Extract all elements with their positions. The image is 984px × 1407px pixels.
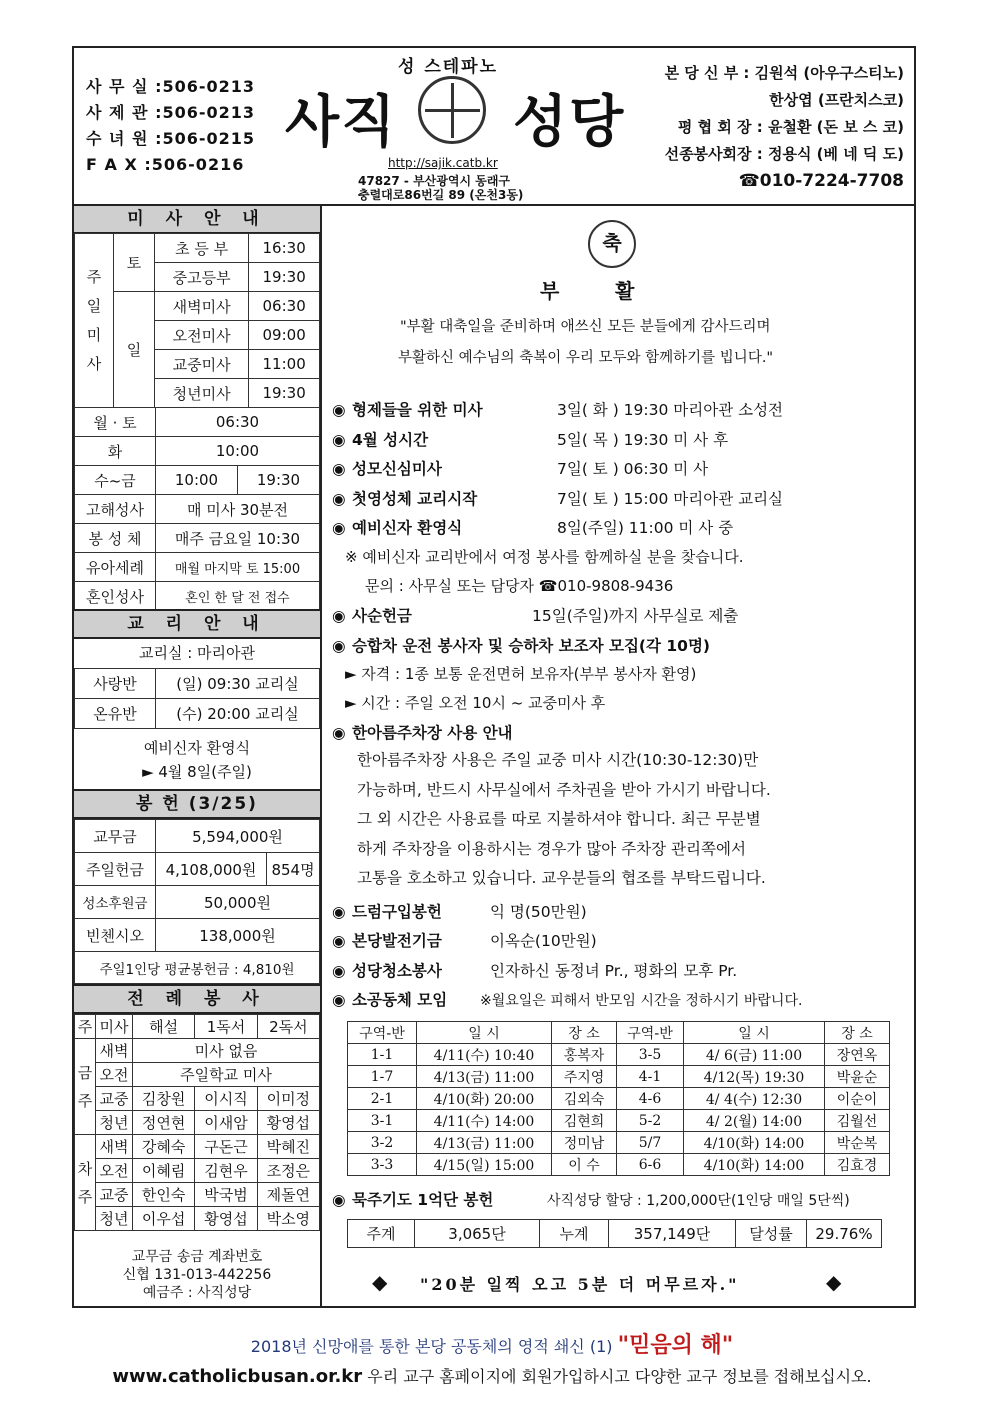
contact-convent: 수 녀 원 :506-0215: [86, 129, 256, 148]
liturgy-mass: 새벽: [96, 1135, 133, 1159]
parish-motto: "20분 일찍 오고 5분 더 머무르자.": [420, 1275, 740, 1294]
weekday-time: 10:00: [156, 466, 238, 495]
liturgy-head: 미사: [96, 1015, 133, 1039]
liturgy-mass: 새벽: [96, 1039, 133, 1063]
mass-table: [74, 233, 320, 408]
table-row: 2-1 4/10(화) 20:00 김외숙 4-6 4/ 4(수) 12:30 이순이: [348, 1088, 890, 1110]
notice-item: ◉ 성당청소봉사 인자하신 동정녀 Pr., 평화의 모후 Pr.: [332, 962, 738, 980]
sched-head: 구역-반: [617, 1022, 684, 1044]
liturgy-person: 황영섭: [195, 1207, 257, 1231]
liturgy-mass: 청년: [96, 1207, 133, 1231]
rosary-totals: [347, 1219, 882, 1248]
greeting-line-2: 부활하신 예수님의 축복이 우리 모두와 함께하기를 빕니다.": [398, 350, 774, 366]
total-value: 3,065단: [415, 1220, 540, 1248]
liturgy-head: 2독서: [257, 1015, 319, 1039]
liturgy-head: 해설: [133, 1015, 195, 1039]
staff-council: 평 협 회 장 : 윤철환 (돈 보 스 코): [677, 118, 904, 136]
title-left: 사직: [285, 89, 398, 155]
liturgy-person: 황영섭: [257, 1111, 319, 1135]
mass-name: 청년미사: [155, 379, 249, 408]
parking-line: 고통을 호소하고 있습니다. 교우분들의 협조를 부탁드립니다.: [357, 869, 766, 887]
staff-pastor: 본 당 신 부 : 김원석 (아우구스티노): [664, 64, 904, 82]
notice-item: ◉ 한아름주차장 사용 안내: [332, 724, 513, 742]
liturgy-note: 주일학교 미사: [133, 1063, 320, 1087]
contact-office: 사 무 실 :506-0213: [86, 77, 256, 96]
account-info: [74, 1248, 320, 1302]
sched-head: 구역-반: [348, 1022, 417, 1044]
weekday-time: 06:30: [156, 408, 320, 437]
liturgy-person: 박국범: [195, 1183, 257, 1207]
staff-assistant: 한상엽 (프란치스코): [769, 91, 904, 109]
title-right: 성당: [513, 89, 626, 155]
mass-time: 19:30: [249, 379, 320, 408]
class-time: (일) 09:30 교리실: [156, 669, 320, 699]
liturgy-mass: 청년: [96, 1111, 133, 1135]
total-label: 누계: [540, 1220, 609, 1248]
sacrament-label: 봉 성 체: [75, 524, 156, 553]
liturgy-note: 미사 없음: [133, 1039, 320, 1063]
diamond-left-icon: ◆: [372, 1270, 388, 1294]
class-time: (수) 20:00 교리실: [156, 699, 320, 729]
liturgy-person: 구돈근: [195, 1135, 257, 1159]
liturgy-table: [74, 1014, 320, 1231]
celebration-badge-icon: 축: [588, 220, 636, 268]
sacrament-value: 매 미사 30분전: [156, 495, 320, 524]
table-row: 3-2 4/13(금) 11:00 정미남 5/7 4/10(화) 14:00 박순복: [348, 1132, 890, 1154]
liturgy-person: 한인숙: [133, 1183, 195, 1207]
mass-name: 중고등부: [155, 263, 249, 292]
sacrament-value: 혼인 한 달 전 접수: [156, 582, 320, 611]
mass-time: 06:30: [249, 292, 320, 321]
contact-note: 문의 : 사무실 또는 담당자 ☎010-9808-9436: [365, 577, 674, 595]
parking-line: 그 외 시간은 사용료를 따로 지불하셔야 합니다. 최근 무분별: [357, 810, 761, 828]
table-row: 3-3 4/15(일) 15:00 이 수 6-6 4/10(화) 14:00 김효경: [348, 1154, 890, 1176]
liturgy-person: 이시직: [195, 1087, 257, 1111]
offering-label: 주일헌금: [75, 853, 156, 886]
saturday-label: 토: [114, 234, 155, 292]
sched-head: 일 시: [684, 1022, 825, 1044]
notice-item: ◉ 첫영성체 교리시작 7일( 토 ) 15:00 마리아관 교리실: [332, 490, 784, 508]
catechism-room: 교리실 : 마리아관: [138, 644, 256, 662]
total-label: 주계: [348, 1220, 415, 1248]
offering-label: 빈첸시오: [75, 919, 156, 952]
sunday-mass-label: 주 일 미 사: [75, 234, 114, 408]
weekday-time: 19:30: [237, 466, 319, 495]
offering-attendance: 854명: [267, 853, 320, 886]
mass-name: 교중미사: [155, 350, 249, 379]
liturgy-person: 제돌연: [257, 1183, 319, 1207]
mass-time: 16:30: [249, 234, 320, 263]
account-number: 신협 131-013-442256: [122, 1267, 272, 1283]
liturgy-person: 정연현: [133, 1111, 195, 1135]
liturgy-head: 1독서: [195, 1015, 257, 1039]
contact-fax: F A X :506-0216: [86, 155, 245, 174]
contact-list: [86, 74, 255, 178]
staff-phone: ☎010-7224-7708: [738, 171, 904, 191]
liturgy-mass: 교중: [96, 1087, 133, 1111]
parking-line: 하게 주차장을 이용하시는 경우가 많아 주차장 관리쪽에서: [357, 839, 746, 858]
staff-funeral: 선종봉사회장 : 정용식 (베 네 딕 도): [664, 145, 904, 163]
mass-name: 오전미사: [155, 321, 249, 350]
offering-value: 4,108,000원: [156, 853, 267, 886]
notice-item: ◉ 승합차 운전 봉사자 및 승하차 보조자 모집(각 10명): [332, 637, 710, 655]
week-label-this: 금 주: [75, 1039, 96, 1135]
liturgy-person: 이우섭: [133, 1207, 195, 1231]
weekday-time: 10:00: [156, 437, 320, 466]
liturgy-section-title: 전 례 봉 사: [74, 984, 320, 1014]
sacrament-label: 유아세례: [75, 553, 156, 582]
sacrament-label: 고해성사: [75, 495, 156, 524]
total-value: 29.76%: [807, 1220, 882, 1248]
parking-line: 한아름주차장 사용은 주일 교중 미사 시간(10:30-12:30)만: [357, 751, 759, 769]
parking-line: 가능하며, 반드시 사무실에서 주차권을 받아 가시기 바랍니다.: [357, 780, 771, 799]
notice-item: ◉ 4월 성시간 5일( 목 ) 19:30 미 사 후: [332, 431, 729, 449]
sched-head: 장 소: [825, 1022, 890, 1044]
mass-time: 19:30: [249, 263, 320, 292]
notice-item: ◉ 형제들을 위한 미사 3일( 화 ) 19:30 마리아관 소성전: [332, 401, 784, 419]
sched-head: 장 소: [552, 1022, 617, 1044]
liturgy-mass: 교중: [96, 1183, 133, 1207]
liturgy-person: 강혜숙: [133, 1135, 195, 1159]
notice-item: ◉ 소공동체 모임 ※월요일은 피해서 반모임 시간을 정하시기 바랍니다.: [332, 991, 803, 1009]
sidebar-divider: [320, 204, 322, 1308]
liturgy-person: 조정은: [257, 1159, 319, 1183]
catechist-note: ※ 예비신자 교리반에서 여정 봉사를 함께하실 분을 찾습니다.: [345, 548, 744, 566]
offering-label: 성소후원금: [75, 886, 156, 919]
notice-item: ◉ 예비신자 환영식 8일(주일) 11:00 미 사 중: [332, 519, 734, 537]
notice-item: ◉ 사순헌금 15일(주일)까지 사무실로 제출: [332, 607, 739, 625]
table-row: 1-7 4/13(금) 11:00 주지영 4-1 4/12(목) 19:30 박윤순: [348, 1066, 890, 1088]
diamond-right-icon: ◆: [826, 1270, 842, 1294]
liturgy-person: 이혜림: [133, 1159, 195, 1183]
bus-time: ► 시간 : 주일 오전 10시 ~ 교중미사 후: [345, 694, 606, 712]
welcome-title: 예비신자 환영식: [143, 739, 251, 757]
average-offering: 주일1인당 평균봉헌금 : 4,810원: [75, 952, 320, 984]
liturgy-person: 이새암: [195, 1111, 257, 1135]
offering-section-title: 봉 헌 (3/25): [74, 789, 320, 819]
cross-emblem-icon: [418, 76, 486, 144]
total-value: 357,149단: [609, 1220, 736, 1248]
week-label-next: 차 주: [75, 1135, 96, 1231]
offering-value: 5,594,000원: [156, 820, 320, 853]
weekday-mass-table: [74, 407, 320, 611]
weekday-label: 화: [75, 437, 156, 466]
liturgy-person: 김창원: [133, 1087, 195, 1111]
catechism-section-title: 교 리 안 내: [74, 609, 320, 639]
catechism-table: [74, 668, 320, 729]
notice-item: ◉ 묵주기도 1억단 봉헌 사직성당 할당 : 1,200,000단(1인당 매일 5단씩): [332, 1191, 850, 1209]
welcome-date: ► 4월 8일(주일): [142, 763, 252, 781]
account-title: 교무금 송금 계좌번호: [131, 1249, 263, 1265]
weekday-label: 수~금: [75, 466, 156, 495]
sacrament-label: 혼인성사: [75, 582, 156, 611]
liturgy-mass: 오전: [96, 1159, 133, 1183]
liturgy-head: 주: [75, 1015, 96, 1039]
sched-head: 일 시: [417, 1022, 552, 1044]
liturgy-mass: 오전: [96, 1063, 133, 1087]
total-label: 달성률: [736, 1220, 807, 1248]
sacrament-value: 매월 마지막 토 15:00: [156, 553, 320, 582]
parish-url[interactable]: http://sajik.catb.kr: [388, 156, 498, 170]
liturgy-person: 김현우: [195, 1159, 257, 1183]
account-holder: 예금주 : 사직성당: [142, 1285, 252, 1301]
sunday-label: 일: [114, 292, 155, 408]
mass-name: 초 등 부: [155, 234, 249, 263]
footer-theme: 2018년 신망애를 통한 본당 공동체의 영적 쇄신 (1) "믿음의 해": [250, 1333, 734, 1358]
notice-item: ◉ 드럼구입봉헌 익 명(50만원): [332, 903, 587, 921]
small-community-table: [347, 1021, 890, 1176]
class-label: 사랑반: [75, 669, 156, 699]
class-label: 온유반: [75, 699, 156, 729]
offering-table: [74, 819, 320, 984]
greeting-line-1: "부활 대축일을 준비하며 애쓰신 모든 분들에게 감사드리며: [400, 319, 771, 335]
church-subtitle: 성 스테파노: [398, 57, 499, 77]
liturgy-person: 이미정: [257, 1087, 319, 1111]
mass-name: 새벽미사: [155, 292, 249, 321]
table-row: 1-1 4/11(수) 10:40 홍복자 3-5 4/ 6(금) 11:00 장연옥: [348, 1044, 890, 1066]
liturgy-person: 박소영: [257, 1207, 319, 1231]
easter-heading: 부 활: [540, 279, 635, 303]
bus-qualification: ► 자격 : 1종 보통 운전면허 보유자(부부 봉사자 환영): [345, 665, 697, 683]
notice-item: ◉ 성모신심미사 7일( 토 ) 06:30 미 사: [332, 460, 709, 478]
address-line-2: 충렬대로86번길 89 (온천3동): [358, 188, 524, 202]
weekday-label: 월 · 토: [75, 408, 156, 437]
parking-body: [357, 746, 771, 894]
offering-value: 138,000원: [156, 919, 320, 952]
staff-list: [665, 60, 904, 195]
mass-time: 11:00: [249, 350, 320, 379]
footer-diocese: www.catholicbusan.or.kr 우리 교구 홈페이지에 회원가입하시고 다양한 교구 정보를 접해보십시오.: [112, 1366, 872, 1387]
table-row: 3-1 4/11(수) 14:00 김현희 5-2 4/ 2(월) 14:00 김월선: [348, 1110, 890, 1132]
liturgy-person: 박혜진: [257, 1135, 319, 1159]
offering-value: 50,000원: [156, 886, 320, 919]
sacrament-value: 매주 금요일 10:30: [156, 524, 320, 553]
mass-section-title: 미 사 안 내: [74, 204, 320, 234]
notice-item: ◉ 본당발전기금 이옥순(10만원): [332, 932, 597, 950]
mass-time: 09:00: [249, 321, 320, 350]
address-line-1: 47827 - 부산광역시 동래구: [358, 174, 510, 188]
diocese-url[interactable]: www.catholicbusan.or.kr: [112, 1366, 363, 1387]
offering-label: 교무금: [75, 820, 156, 853]
contact-rectory: 사 제 관 :506-0213: [86, 103, 256, 122]
